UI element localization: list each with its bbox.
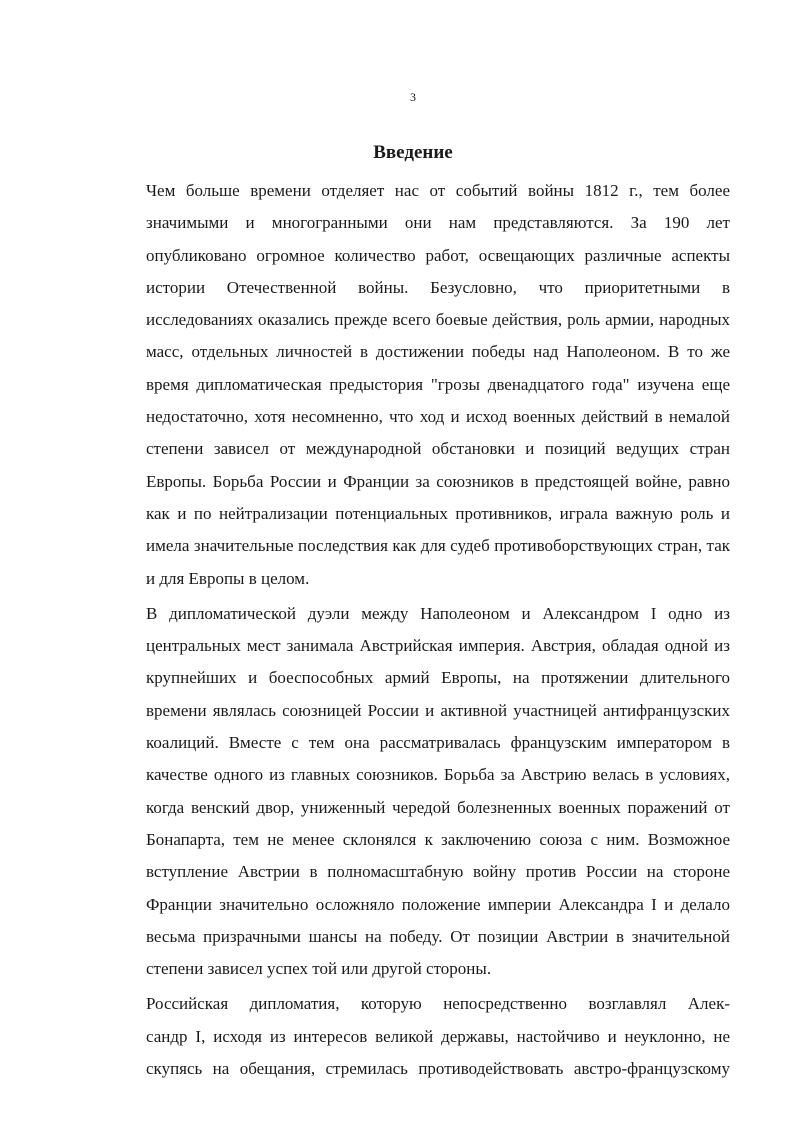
text-line: весьма призрачными шансы на победу. От позиции Австрии в значительной [146, 926, 730, 946]
paragraph [96, 598, 730, 986]
text-line: время дипломатическая предыстория "грозы двенадцатого года" изучена еще [146, 374, 730, 394]
text-line: степени зависел от международной обстановки и позиций ведущих стран [146, 439, 730, 459]
text-line: коалиций. Вместе с тем она рассматривалась французским императором в [146, 733, 730, 753]
text-line: и для Европы в целом. [146, 568, 310, 588]
text-line: крупнейших и боеспособных армий Европы, на протяжении длительного [146, 668, 730, 688]
text-line: Чем больше времени отделяет нас от событий войны 1812 г., тем более [146, 181, 730, 200]
text-line: когда венский двор, униженный чередой болезненных военных поражений от [146, 797, 730, 817]
text-line: В дипломатической дуэли между Наполеоном и Александром I одно из [146, 603, 730, 623]
text-line: времени являлась союзницей России и активной участницей антифранцузских [146, 700, 730, 720]
section-title: Введение [373, 142, 453, 163]
text-line: Бонапарта, тем не менее склонялся к заключению союза с ним. Возможное [146, 829, 730, 849]
paragraph [96, 988, 730, 1085]
text-line: степени зависел успех той или другой стороны. [146, 959, 492, 979]
page-number: 3 [410, 90, 416, 104]
text-line: сандр I, исходя из интересов великой державы, настойчиво и неуклонно, не [146, 1026, 730, 1046]
text-line: имела значительные последствия как для судеб противоборствующих стран, так [146, 536, 730, 556]
body-text [96, 175, 730, 1085]
text-line: как и по нейтрализации потенциальных противников, играла важную роль и [146, 503, 730, 523]
text-line: вступление Австрии в полномасштабную войну против России на стороне [146, 862, 730, 882]
text-line: масс, отдельных личностей в достижении победы над Наполеоном. В то же [146, 342, 730, 362]
text-line: Российская дипломатия, которую непосредственно возглавлял Алек- [146, 994, 730, 1014]
text-line: центральных мест занимала Австрийская империя. Австрия, обладая одной из [146, 636, 730, 656]
text-line: значимыми и многогранными они нам представляются. За 190 лет [146, 213, 730, 233]
text-line: скупясь на обещания, стремилась противодействовать австро-французскому [146, 1059, 730, 1079]
paragraph [96, 175, 730, 595]
text-line: истории Отечественной войны. Безусловно, что приоритетными в [146, 277, 730, 297]
text-line: Европы. Борьба России и Франции за союзников в предстоящей войне, равно [146, 471, 730, 491]
text-line: исследованиях оказались прежде всего боевые действия, роль армии, народных [146, 310, 730, 330]
text-line: недостаточно, хотя несомненно, что ход и исход военных действий в немалой [146, 407, 730, 427]
text-line: качестве одного из главных союзников. Борьба за Австрию велась в условиях, [146, 765, 730, 785]
text-line: Франции значительно осложняло положение империи Александра I и делало [146, 894, 730, 914]
text-line: опубликовано огромное количество работ, освещающих различные аспекты [146, 245, 730, 265]
